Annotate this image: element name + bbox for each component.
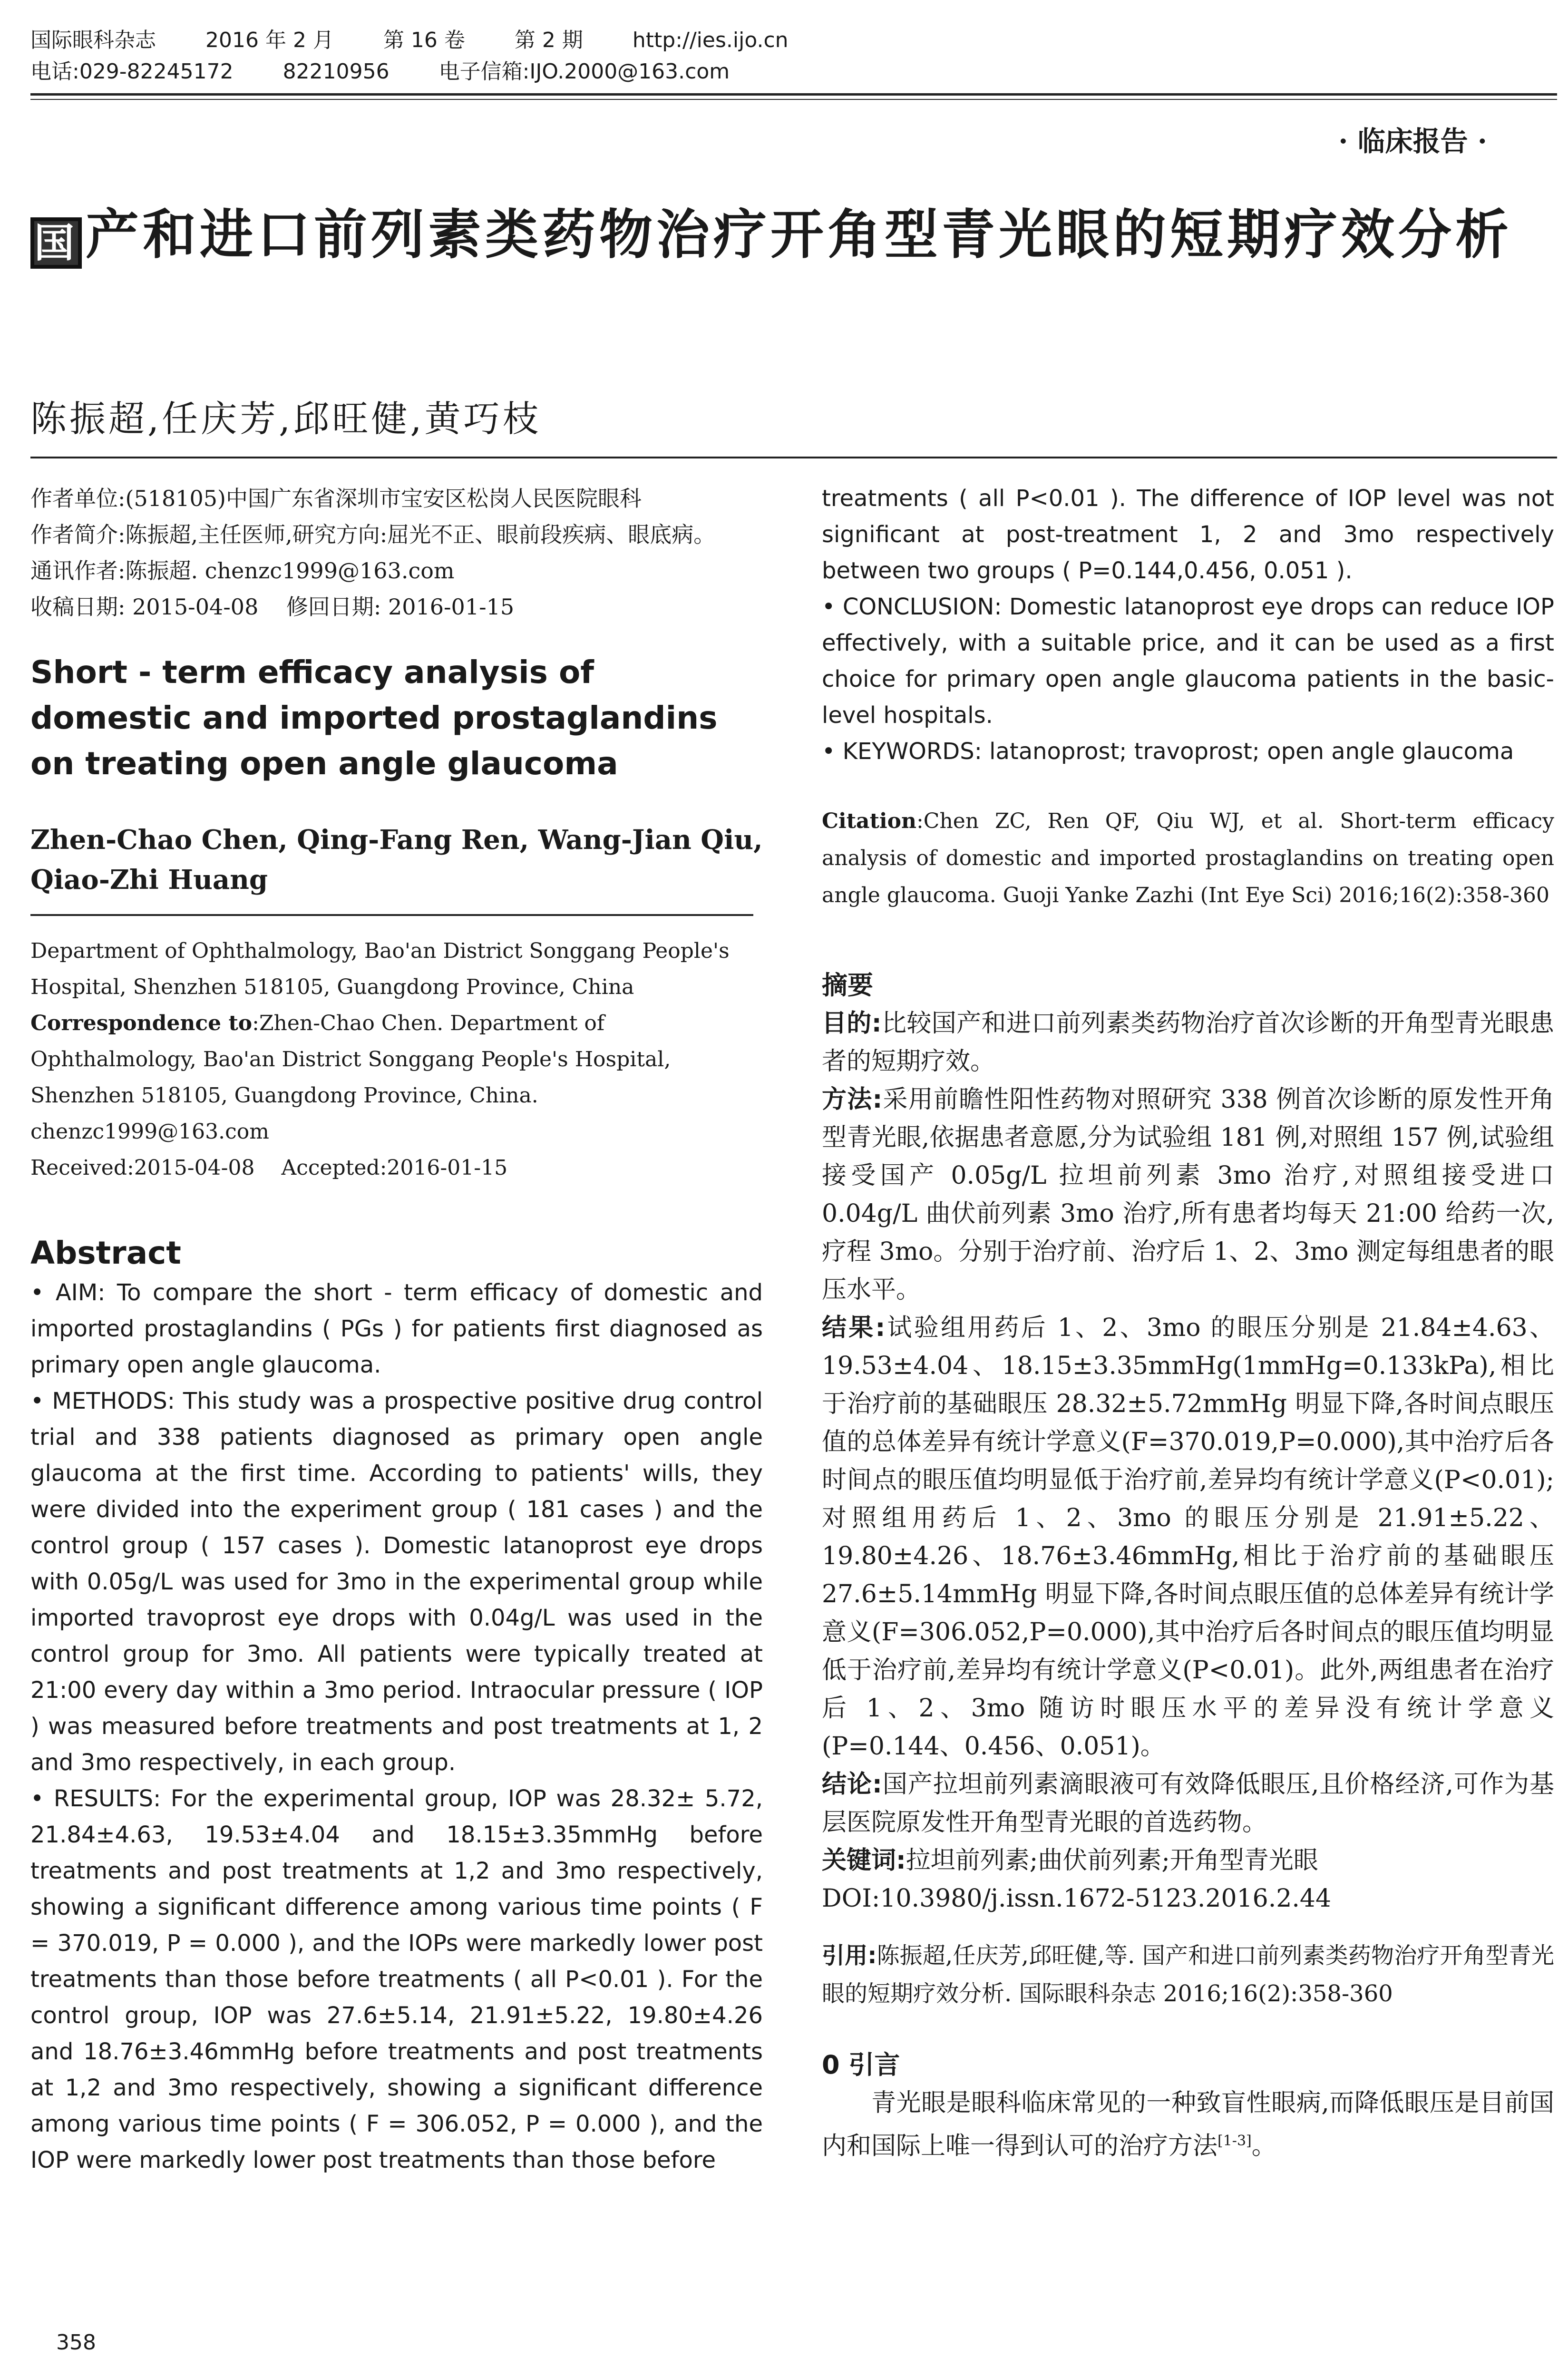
author-bio: 作者简介:陈振超,主任医师,研究方向:屈光不正、眼前段疾病、眼底病。 <box>30 522 716 547</box>
introduction-heading: 0 引言 <box>822 2050 900 2080</box>
cn-methods-label: 方法: <box>822 1085 883 1114</box>
cn-methods <box>822 1081 1554 1309</box>
affiliation-block <box>30 933 763 1186</box>
volume: 第 16 卷 <box>383 28 465 52</box>
left-column <box>30 480 763 2178</box>
phone-number-2: 82210956 <box>282 59 390 84</box>
authors-divider <box>30 914 753 916</box>
correspondence-line <box>30 1005 763 1150</box>
cn-methods-text: 采用前瞻性阳性药物对照研究 338 例首次诊断的原发性开角型青光眼,依据患者意愿,分为试验组 181 例,对照组 157 例,试验组接受国产 0.05g/L 拉坦前列素 3mo 治疗,对照组接受进口 0.04g/L 曲伏前列素 3mo 治疗,所有患者均每天 21:00 给药一次,疗程 3mo。分别于治疗前、治疗后 1、2、3mo 测定每组患者的眼压水平。 <box>822 1085 1555 1304</box>
doi[interactable]: DOI:10.3980/j.issn.1672-5123.2016.2.44 <box>822 1884 1332 1913</box>
cn-keywords <box>822 1841 1554 1880</box>
right-column <box>822 480 1554 2165</box>
cn-keywords-label: 关键词: <box>822 1846 906 1875</box>
issue-number: 第 2 期 <box>514 28 583 52</box>
guo-char-icon: 国 <box>30 217 82 269</box>
journal-header <box>30 25 1552 88</box>
cn-aim <box>822 1004 1554 1081</box>
cite-cn-label: 引用: <box>822 1942 877 1969</box>
cn-results-text: 试验组用药后 1、2、3mo 的眼压分别是 21.84±4.63、19.53±4.04、18.15±3.35mmHg(1mmHg=0.133kPa),相比于治疗前的基础眼压 28.32±5.72mmHg 明显下降,各时间点眼压值的总体差异有统计学意义(F=370.019,P=0.000),其中治疗后各时间点的眼压值均明显低于治疗前,差异均有统计学意义(P<0.01);对照组用药后 1、2、3mo 的眼压分别是 21.91±5.22、19.80±4.26、18.76±3.46mmHg,相比于治疗前的基础眼压 27.6±5.14mmHg 明显下降,各时间点眼压值的总体差异有统计学意义(F=306.052,P=0.000),其中治疗后各时间点的眼压值均明显低于治疗前,差异均有统计学意义(P<0.01)。此外,两组患者在治疗后 1、2、3mo 随访时眼压水平的差异没有统计学意义(P=0.144、0.456、0.051)。 <box>822 1314 1554 1761</box>
authors-chinese: 陈振超,任庆芳,邱旺健,黄巧枝 <box>30 398 542 440</box>
abstract-conclusion: • CONCLUSION: Domestic latanoprost eye drops can reduce IOP effectively, with a suitable price, and it can be used as a first choice for primary open angle glaucoma patients in the basic-level hospitals. <box>822 594 1554 729</box>
issue-date: 2016 年 2 月 <box>205 28 334 52</box>
abstract-results: • RESULTS: For the experimental group, IOP was 28.32± 5.72, 21.84±4.63, 19.53±4.04 and 18.15±3.35mmHg before treatments and post treatments at 1,2 and 3mo respectively, showing a significant difference among various time points ( F = 370.019, P = 0.000 ), and the IOPs were markedly lower post treatments than those before treatments ( all P<0.01 ). For the control group, IOP was 27.6±5.14, 21.91±5.22, 19.80±4.26 and 18.76±3.46mmHg before treatments and post treatments at 1,2 and 3mo respectively, showing a significant difference among various time points ( F = 306.052, P = 0.000 ), and the IOP were markedly lower post treatments than those before <box>30 1785 763 2173</box>
citation-block <box>822 803 1554 914</box>
abstract-heading: Abstract <box>30 1235 181 1271</box>
reference-marker[interactable]: [1-3] <box>1217 2133 1252 2149</box>
citation-chinese <box>822 1937 1554 2013</box>
introduction-text: 青光眼是眼科临床常见的一种致盲性眼病,而降低眼压是目前国内和国际上唯一得到认可的治疗方法 <box>822 2089 1554 2161</box>
header-divider <box>30 93 1557 96</box>
cn-aim-text: 比较国产和进口前列素类药物治疗首次诊断的开角型青光眼患者的短期疗效。 <box>822 1009 1554 1076</box>
cn-conclusion-text: 国产拉坦前列素滴眼液可有效降低眼压,且价格经济,可作为基层医院原发性开角型青光眼的首选药物。 <box>822 1770 1555 1837</box>
affiliation-department: Department of Ophthalmology, Bao'an District Songgang People's Hospital, Shenzhen 518105, Guangdong Province, China <box>30 939 730 999</box>
cn-conclusion <box>822 1765 1554 1841</box>
title-divider <box>30 457 1557 458</box>
cn-results-label: 结果: <box>822 1314 886 1342</box>
abstract-results-continued: treatments ( all P<0.01 ). The difference of IOP level was not significant at post-treatment 1, 2 and 3mo respectively between two groups ( P=0.144,0.456, 0.051 ). <box>822 485 1554 584</box>
corresponding-author: 通讯作者:陈振超. chenzc1999@163.com <box>30 558 455 584</box>
section-label: · 临床报告 · <box>1338 125 1487 157</box>
cn-results <box>822 1309 1554 1765</box>
abstract-aim: • AIM: To compare the short - term efficacy of domestic and imported prostaglandins ( PGs ) for patients first diagnosed as primary open angle glaucoma. <box>30 1279 763 1378</box>
abstract-keywords: • KEYWORDS: latanoprost; travoprost; open angle glaucoma <box>822 738 1514 765</box>
introduction-paragraph <box>822 2084 1554 2165</box>
received-accepted-dates: Received:2015-04-08 Accepted:2016-01-15 <box>30 1156 508 1180</box>
cn-keywords-text: 拉坦前列素;曲伏前列素;开角型青光眼 <box>906 1846 1318 1875</box>
article-title <box>30 199 1543 271</box>
citation-label: Citation <box>822 809 916 833</box>
correspondence-text: :Zhen-Chao Chen. Department of Ophthalmology, Bao'an District Songgang People's Hospital, Shenzhen 518105, Guangdong Province, China. chenzc1999@163.com <box>30 1011 671 1144</box>
journal-url[interactable]: http://ies.ijo.cn <box>632 28 789 52</box>
abstract-methods: • METHODS: This study was a prospective positive drug control trial and 338 patients diagnosed as primary open angle glaucoma at the first time. According to patients' wills, they were divided into the experiment group ( 181 cases ) and the control group ( 157 cases ). Domestic latanoprost eye drops with 0.05g/L was used for 3mo in the experimental group while imported travoprost eye drops with 0.04g/L was used in the control group for 3mo. All patients were typically treated at 21:00 every day within a 3mo period. Intraocular pressure ( IOP ) was measured before treatments and post treatments at 1, 2 and 3mo respectively, in each group. <box>30 1388 763 1776</box>
cn-aim-label: 目的: <box>822 1009 882 1038</box>
english-authors: Zhen-Chao Chen, Qing-Fang Ren, Wang-Jian Qiu, Qiao-Zhi Huang <box>30 824 763 896</box>
page-number: 358 <box>56 2330 96 2355</box>
english-title: Short - term efficacy analysis of domestic and imported prostaglandins on treating open angle glaucoma <box>30 654 718 782</box>
citation-text: :Chen ZC, Ren QF, Qiu WJ, et al. Short-term efficacy analysis of domestic and imported prostaglandins on treating open angle glaucoma. Guoji Yanke Zazhi (Int Eye Sci) 2016;16(2):358-360 <box>822 809 1554 907</box>
introduction-end: 。 <box>1251 2132 1276 2161</box>
cn-conclusion-label: 结论: <box>822 1770 882 1799</box>
correspondence-label: Correspondence to <box>30 1011 253 1035</box>
header-line-1 <box>30 25 1552 56</box>
chinese-abstract-heading: 摘要 <box>822 970 873 1000</box>
header-line-2 <box>30 56 1552 88</box>
journal-email[interactable]: 电子信箱:IJO.2000@163.com <box>438 59 730 84</box>
journal-name: 国际眼科杂志 <box>30 28 156 52</box>
author-unit: 作者单位:(518105)中国广东省深圳市宝安区松岗人民医院眼科 <box>30 486 642 511</box>
header-divider-thin <box>30 99 1557 100</box>
cite-cn-text: 陈振超,任庆芳,邱旺健,等. 国产和进口前列素类药物治疗开角型青光眼的短期疗效分析. 国际眼科杂志 2016;16(2):358-360 <box>822 1942 1554 2007</box>
article-title-text: 产和进口前列素类药物治疗开角型青光眼的短期疗效分析 <box>86 204 1512 266</box>
received-dates-cn: 收稿日期: 2015-04-08 修回日期: 2016-01-15 <box>30 594 515 620</box>
phone-number: 电话:029-82245172 <box>30 59 234 84</box>
